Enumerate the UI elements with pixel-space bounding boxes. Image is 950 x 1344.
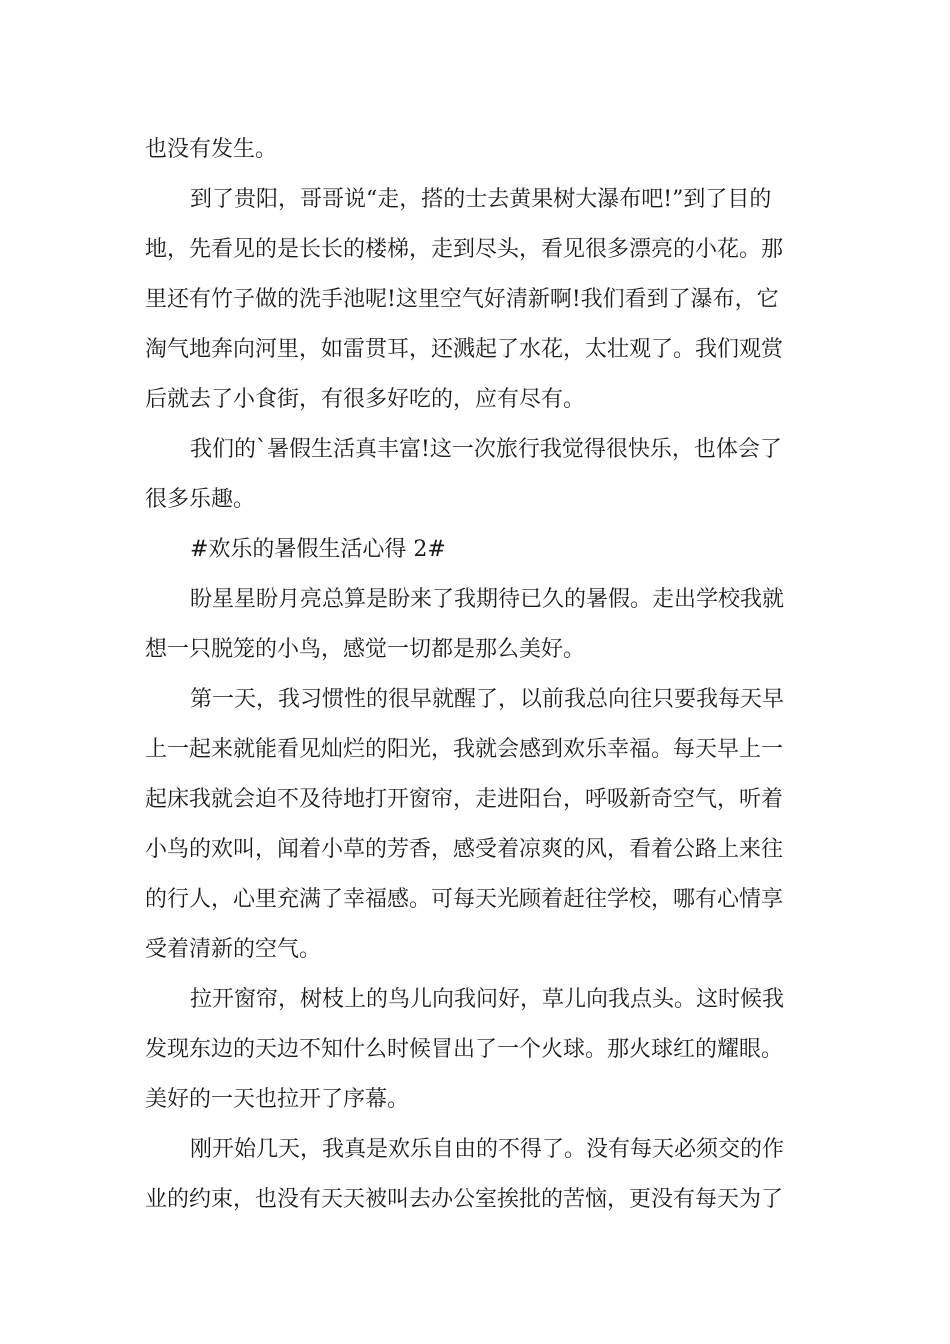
text-line: 业的约束，也没有天天被叫去办公室挨批的苦恼，更没有每天为了 [145, 1187, 784, 1212]
text-line: 也没有发生。 [145, 137, 278, 162]
text-line: 的行人，心里充满了幸福感。可每天光顾着赶往学校，哪有心情享 [145, 887, 784, 912]
text-line: 第一天，我习惯性的很早就醒了，以前我总向往只要我每天早 [190, 687, 785, 712]
text-line: 起床我就会迫不及待地打开窗帘，走进阳台，呼吸新奇空气，听着 [145, 787, 784, 812]
text-line: 上一起来就能看见灿烂的阳光，我就会感到欢乐幸福。每天早上一 [145, 737, 784, 762]
text-line: 小鸟的欢叫，闻着小草的芳香，感受着凉爽的风，看着公路上来往 [145, 837, 784, 862]
section-heading: #欢乐的暑假生活心得 2# [190, 537, 446, 562]
text-line: 到了贵阳，哥哥说“走，搭的士去黄果树大瀑布吧!”到了目的 [190, 187, 772, 212]
text-line: 很多乐趣。 [145, 487, 256, 512]
text-line: 盼星星盼月亮总算是盼来了我期待已久的暑假。走出学校我就 [190, 587, 785, 612]
text-line: 地，先看见的是长长的楼梯，走到尽头，看见很多漂亮的小花。那 [145, 237, 784, 262]
text-line: 里还有竹子做的洗手池呢!这里空气好清新啊!我们看到了瀑布，它 [145, 287, 779, 312]
text-line: 后就去了小食街，有很多好吃的，应有尽有。 [145, 387, 586, 412]
text-line: 想一只脱笼的小鸟，感觉一切都是那么美好。 [145, 637, 586, 662]
text-line: 淘气地奔向河里，如雷贯耳，还溅起了水花，太壮观了。我们观赏 [145, 337, 784, 362]
text-line: 我们的`暑假生活真丰富!这一次旅行我觉得很快乐，也体会了 [190, 437, 782, 462]
text-line: 美好的一天也拉开了序幕。 [145, 1087, 410, 1112]
text-line: 发现东边的天边不知什么时候冒出了一个火球。那火球红的耀眼。 [145, 1037, 784, 1062]
text-line: 受着清新的空气。 [145, 937, 322, 962]
text-line: 刚开始几天，我真是欢乐自由的不得了。没有每天必须交的作 [190, 1137, 785, 1162]
text-line: 拉开窗帘，树枝上的鸟儿向我问好，草儿向我点头。这时候我 [190, 987, 785, 1012]
